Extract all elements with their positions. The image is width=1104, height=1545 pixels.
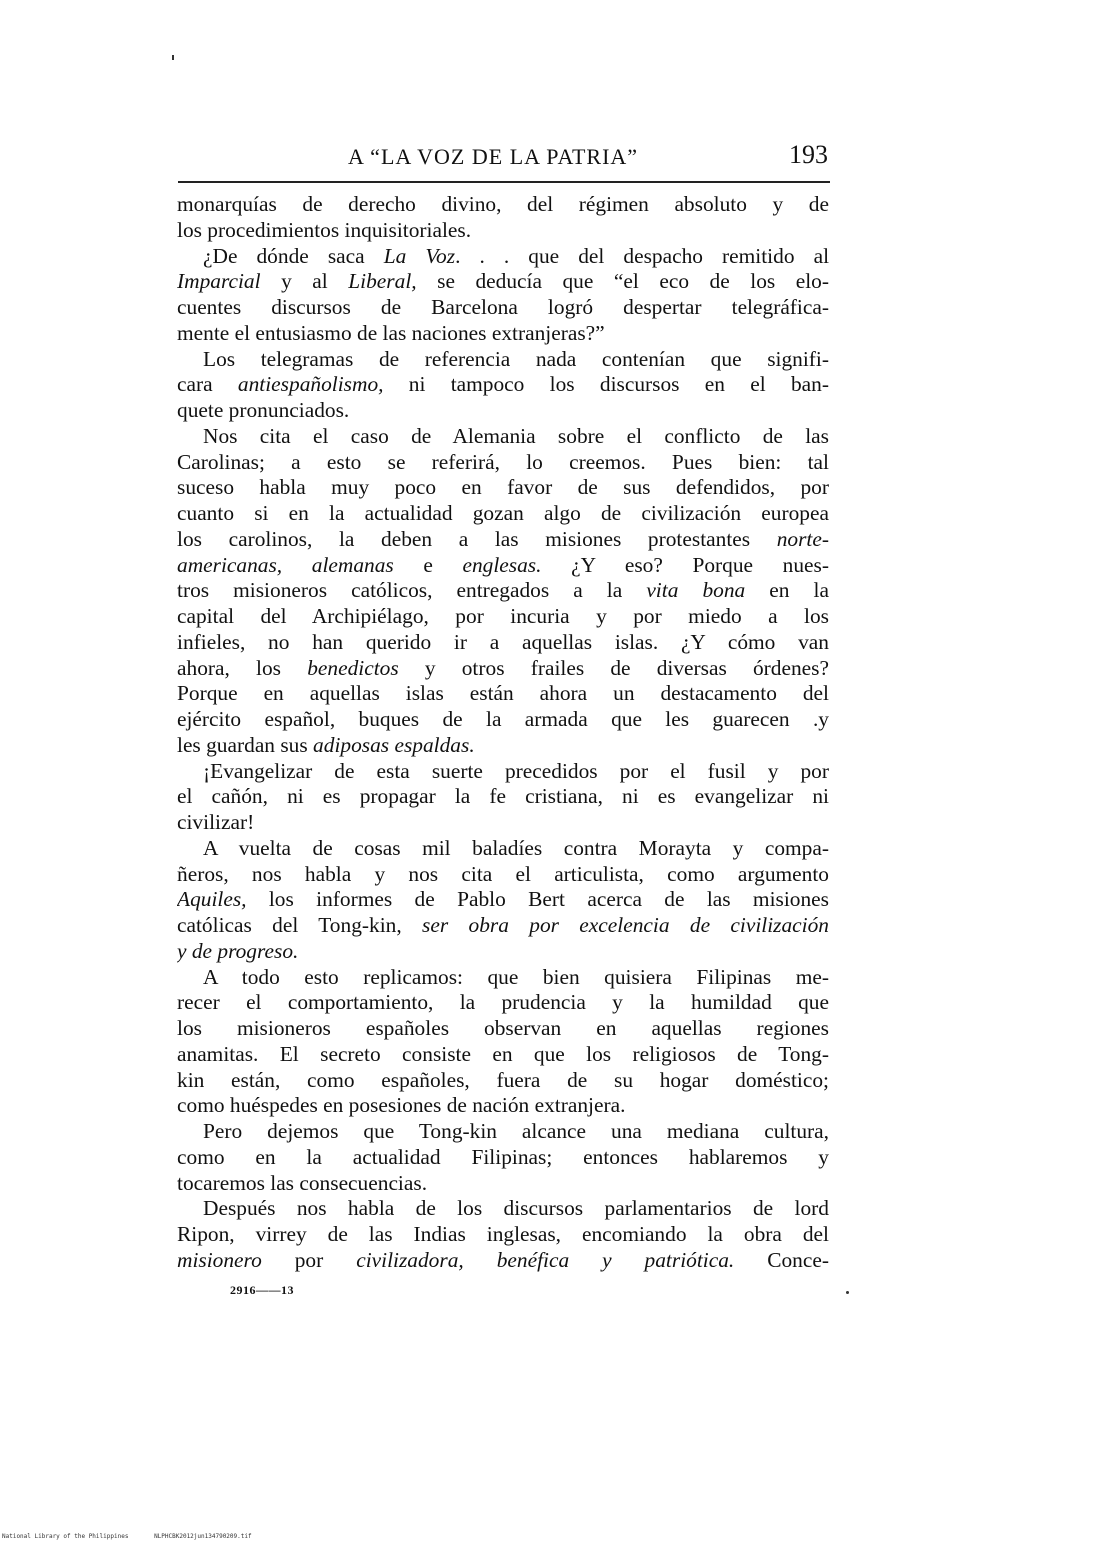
text-line: monarquías de derecho divino, del régimen absoluto y de <box>177 192 829 216</box>
library-credit: National Library of the Philippines <box>2 1533 129 1540</box>
text-line: tocaremos las consecuencias. <box>177 1170 428 1195</box>
scan-file-id: NLPHCBK2012jun134790209.tif <box>154 1533 252 1540</box>
text-line: ñeros, nos habla y nos cita el articulista, como argumento <box>177 861 829 886</box>
text-line: quete pronunciados. <box>177 398 350 422</box>
text-line: Aquiles, los informes de Pablo Bert acerca de las misiones <box>177 887 829 912</box>
text-line: Carolinas; a esto se referirá, lo creemos. Pues bien: tal <box>177 449 829 474</box>
text-line: el cañón, ni es propagar la fe cristiana, ni es evangelizar ni <box>177 784 829 809</box>
text-line: tros misioneros católicos, entregados a la vita bona en la <box>177 578 829 603</box>
text-line: A vuelta de cosas mil baladíes contra Morayta y compa- <box>203 835 829 860</box>
body-text <box>177 192 829 1274</box>
text-line: suceso habla muy poco en favor de sus defendidos, por <box>177 475 829 500</box>
text-line: cuanto si en la actualidad gozan algo de civilización europea <box>177 501 829 525</box>
text-line: misionero por civilizadora, benéfica y patriótica. Conce- <box>177 1247 829 1272</box>
text-line: Imparcial y al Liberal, se deducía que “el eco de los elo- <box>177 269 829 294</box>
running-title: A “LA VOZ DE LA PATRIA” <box>348 144 639 169</box>
text-line: americanas, alemanas e englesas. ¿Y eso? Porque nues- <box>177 552 829 577</box>
text-line: cara antiespañolismo, ni tampoco los discursos en el ban- <box>177 372 829 397</box>
text-line: civilizar! <box>177 810 255 834</box>
text-line: ahora, los benedictos y otros frailes de diversas órdenes? <box>177 655 829 680</box>
text-line: capital del Archipiélago, por incuria y por miedo a los <box>177 604 829 628</box>
header-rule <box>178 181 830 183</box>
text-line: recer el comportamiento, la prudencia y la humildad que <box>177 990 829 1015</box>
text-line: les guardan sus adiposas espaldas. <box>177 732 475 757</box>
scan-speck <box>172 55 174 60</box>
page-header <box>178 140 828 176</box>
text-line: Después nos habla de los discursos parlamentarios de lord <box>203 1196 829 1221</box>
page-number: 193 <box>789 140 828 169</box>
text-line: anamitas. El secreto consiste en que los religiosos de Tong- <box>177 1041 829 1066</box>
text-line: Porque en aquellas islas están ahora un destacamento del <box>177 681 829 706</box>
text-line: ¿De dónde saca La Voz. . . que del despacho remitido al <box>203 243 829 268</box>
text-line: Los telegramas de referencia nada contenían que signifi- <box>203 346 829 371</box>
text-line: ejército español, buques de la armada que les guarecen .y <box>177 707 829 731</box>
text-line: los misioneros españoles observan en aquellas regiones <box>177 1016 829 1040</box>
text-line: Ripon, virrey de las Indias inglesas, encomiando la obra del <box>177 1222 829 1246</box>
text-line: los procedimientos inquisitoriales. <box>177 217 472 242</box>
text-line: los carolinos, la deben a las misiones protestantes norte- <box>177 526 829 551</box>
printer-signature-mark: 2916——13 <box>230 1283 294 1297</box>
text-line: católicas del Tong-kin, ser obra por excelencia de civilización <box>177 913 829 937</box>
text-line: mente el entusiasmo de las naciones extranjeras?” <box>177 320 605 345</box>
text-line: A todo esto replicamos: que bien quisiera Filipinas me- <box>203 964 829 989</box>
scan-footer <box>2 1533 274 1540</box>
text-line: infieles, no han querido ir a aquellas islas. ¿Y cómo van <box>177 629 829 654</box>
text-line: Pero dejemos que Tong-kin alcance una mediana cultura, <box>203 1119 829 1143</box>
text-line: y de progreso. <box>177 938 299 963</box>
text-line: Nos cita el caso de Alemania sobre el conflicto de las <box>203 423 829 448</box>
text-line: cuentes discursos de Barcelona logró despertar telegráfica- <box>177 295 829 319</box>
text-line: como en la actualidad Filipinas; entonces hablaremos y <box>177 1144 829 1169</box>
scan-speck <box>846 1291 849 1294</box>
text-line: ¡Evangelizar de esta suerte precedidos por el fusil y por <box>203 758 829 783</box>
text-line: como huéspedes en posesiones de nación extranjera. <box>177 1093 626 1118</box>
text-line: kin están, como españoles, fuera de su hogar doméstico; <box>177 1067 829 1092</box>
